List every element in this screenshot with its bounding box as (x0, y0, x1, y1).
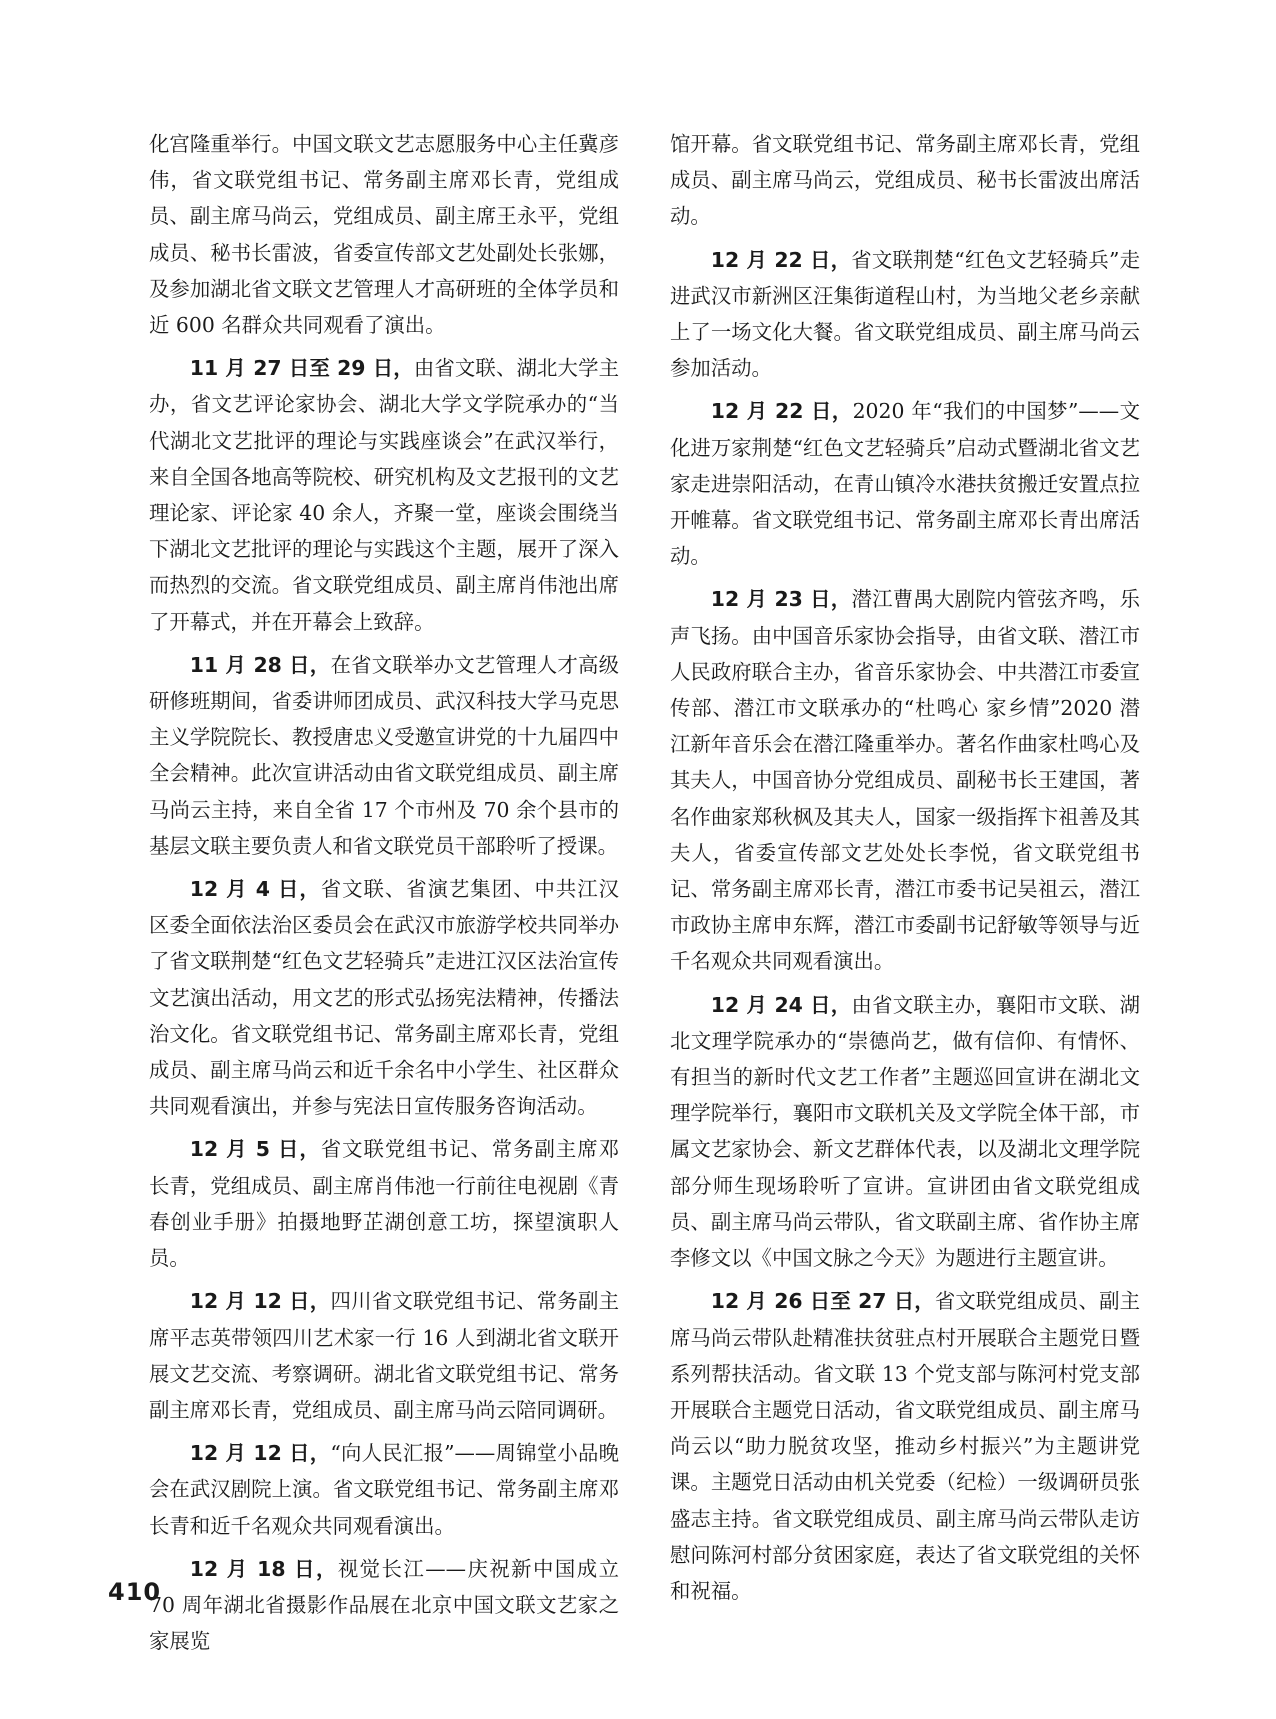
paragraph-date: 12 月 23 日， (710, 587, 852, 612)
paragraph-text: 2020 年“我们的中国梦”——文化进万家荆楚“红色文艺轻骑兵”启动式暨湖北省文艺家走进崇阳活动，在青山镇冷水港扶贫搬迁安置点拉开帷幕。省文联党组书记、常务副主席邓长青出席活动。 (670, 399, 1140, 569)
paragraph (670, 581, 1140, 979)
page-number: 410 (108, 1578, 162, 1606)
paragraph-date: 12 月 12 日， (189, 1289, 331, 1314)
paragraph (149, 1131, 619, 1276)
paragraph-text: 省文联、省演艺集团、中共江汉区委全面依法治区委员会在武汉市旅游学校共同举办了省文联荆楚“红色文艺轻骑兵”走进江汉区法治宣传文艺演出活动，用文艺的形式弘扬宪法精神，传播法治文化。省文联党组书记、常务副主席邓长青，党组成员、副主席马尚云和近千余名中小学生、社区群众共同观看演出，并参与宪法日宣传服务咨询活动。 (149, 877, 619, 1119)
left-column (149, 126, 619, 1666)
paragraph (149, 647, 619, 864)
paragraph-text: 馆开幕。省文联党组书记、常务副主席邓长青，党组成员、副主席马尚云，党组成员、秘书长雷波出席活动。 (670, 132, 1140, 229)
paragraph (670, 393, 1140, 574)
paragraph-date: 11 月 27 日至 29 日， (189, 356, 414, 381)
paragraph-text: 在省文联举办文艺管理人才高级研修班期间，省委讲师团成员、武汉科技大学马克思主义学院院长、教授唐忠义受邀宣讲党的十九届四中全会精神。此次宣讲活动由省文联党组成员、副主席马尚云主持，来自全省 17 个市州及 70 余个县市的基层文联主要负责人和省文联党员干部聆听了授课。 (149, 652, 619, 858)
paragraph-text: 省文联党组书记、常务副主席邓长青，党组成员、副主席肖伟池一行前往电视剧《青春创业手册》拍摄地野芷湖创意工坊，探望演职人员。 (149, 1137, 619, 1271)
paragraph-date: 12 月 12 日， (189, 1441, 331, 1466)
paragraph (670, 987, 1140, 1277)
paragraph-date: 12 月 4 日， (189, 877, 321, 902)
paragraph-date: 12 月 18 日， (189, 1556, 338, 1581)
paragraph-text: 潜江曹禺大剧院内管弦齐鸣，乐声飞扬。由中国音乐家协会指导，由省文联、潜江市人民政府联合主办，省音乐家协会、中共潜江市委宣传部、潜江市文联承办的“杜鸣心 家乡情”2020 潜江新年音乐会在潜江隆重举办。著名作曲家杜鸣心及其夫人，中国音协分党组成员、副秘书长王建国，著名作曲家郑秋枫及其夫人，国家一级指挥卞祖善及其夫人，省委宣传部文艺处处长李悦，省文联党组书记、常务副主席邓长青，潜江市委书记吴祖云，潜江市政协主席申东辉，潜江市委副书记舒敏等领导与近千名观众共同观看演出。 (670, 587, 1140, 974)
paragraph-text: 由省文联主办，襄阳市文联、湖北文理学院承办的“崇德尚艺，做有信仰、有情怀、有担当的新时代文艺工作者”主题巡回宣讲在湖北文理学院举行，襄阳市文联机关及文学院全体干部，市属文艺家协会、新文艺群体代表，以及湖北文理学院部分师生现场聆听了宣讲。宣讲团由省文联党组成员、副主席马尚云带队，省文联副主席、省作协主席李修文以《中国文脉之今天》为题进行主题宣讲。 (670, 992, 1140, 1271)
paragraph-text: 化宫隆重举行。中国文联文艺志愿服务中心主任冀彦伟，省文联党组书记、常务副主席邓长青，党组成员、副主席马尚云，党组成员、副主席王永平，党组成员、秘书长雷波，省委宣传部文艺处副处长张娜，及参加湖北省文联文艺管理人才高研班的全体学员和近 600 名群众共同观看了演出。 (149, 132, 619, 338)
paragraph (149, 871, 619, 1124)
paragraph (149, 1551, 619, 1660)
paragraph-text: 由省文联、湖北大学主办，省文艺评论家协会、湖北大学文学院承办的“当代湖北文艺批评的理论与实践座谈会”在武汉举行，来自全国各地高等院校、研究机构及文艺报刊的文艺理论家、评论家 40 余人，齐聚一堂，座谈会围绕当下湖北文艺批评的理论与实践这个主题，展开了深入而热烈的交流。省文联党组成员、副主席肖伟池出席了开幕式，并在开幕会上致辞。 (149, 356, 620, 634)
right-column (670, 126, 1140, 1616)
paragraph-date: 11 月 28 日， (189, 652, 331, 677)
paragraph-date: 12 月 26 日至 27 日， (710, 1289, 935, 1314)
paragraph-date: 12 月 5 日， (189, 1137, 321, 1162)
paragraph (670, 242, 1140, 387)
paragraph-text: 视觉长江——庆祝新中国成立 70 周年湖北省摄影作品展在北京中国文联文艺家之家展览 (149, 1556, 619, 1654)
paragraph-text: 省文联荆楚“红色文艺轻骑兵”走进武汉市新洲区汪集街道程山村，为当地父老乡亲献上了一场文化大餐。省文联党组成员、副主席马尚云参加活动。 (670, 247, 1140, 381)
paragraph-date: 12 月 22 日， (710, 247, 852, 272)
paragraph-date: 12 月 22 日， (710, 399, 853, 424)
paragraph-text: 省文联党组成员、副主席马尚云带队赴精准扶贫驻点村开展联合主题党日暨系列帮扶活动。省文联 13 个党支部与陈河村党支部开展联合主题党日活动，省文联党组成员、副主席马尚云以“助力脱贫攻坚，推动乡村振兴”为主题讲党课。主题党日活动由机关党委（纪检）一级调研员张盛志主持。省文联党组成员、副主席马尚云带队走访慰问陈河村部分贫困家庭，表达了省文联党组的关怀和祝福。 (670, 1289, 1141, 1603)
paragraph (149, 126, 619, 343)
paragraph-date: 12 月 24 日， (710, 992, 852, 1017)
paragraph (670, 126, 1140, 235)
paragraph-text: “向人民汇报”——周锦堂小品晚会在武汉剧院上演。省文联党组书记、常务副主席邓长青和近千名观众共同观看演出。 (149, 1441, 619, 1538)
paragraph-text: 四川省文联党组书记、常务副主席平志英带领四川艺术家一行 16 人到湖北省文联开展文艺交流、考察调研。湖北省文联党组书记、常务副主席邓长青，党组成员、副主席马尚云陪同调研。 (149, 1289, 619, 1422)
paragraph (149, 350, 619, 640)
paragraph (149, 1435, 619, 1544)
paragraph (149, 1283, 619, 1428)
paragraph (670, 1283, 1140, 1609)
